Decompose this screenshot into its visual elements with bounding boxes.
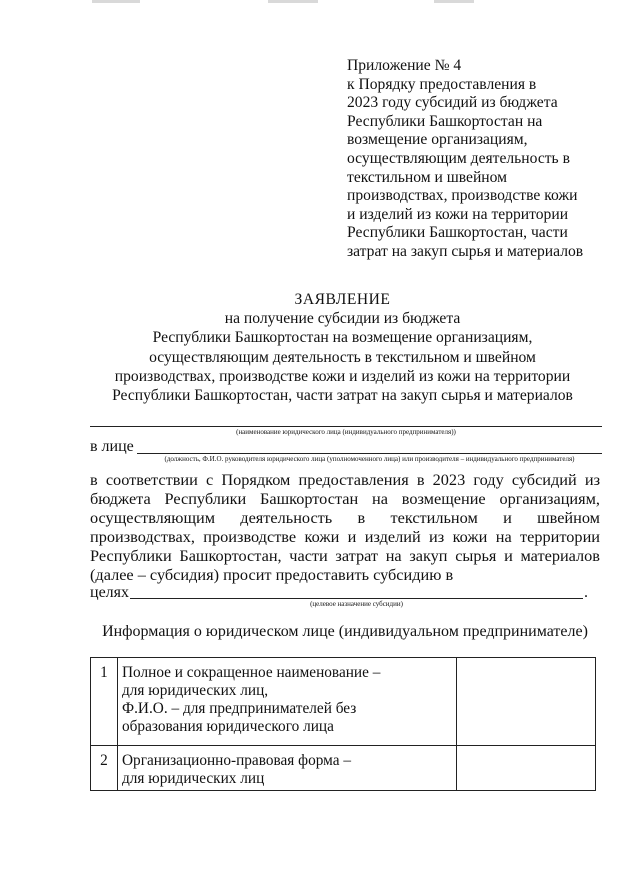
table-row	[91, 746, 596, 791]
scan-artifact	[92, 0, 140, 3]
row-value[interactable]	[457, 658, 596, 746]
in-person-label: в лице	[90, 438, 134, 455]
row-number: 2	[91, 746, 118, 791]
goals-line[interactable]	[130, 598, 583, 599]
info-section-title: Информация о юридическом лице (индивидуальном предпринимателе)	[102, 623, 588, 640]
goals-label: целях	[90, 584, 130, 601]
row-label: Организационно-правовая форма – для юридических лиц	[118, 746, 457, 791]
heading-line: производствах, производстве кожи и изделий из кожи на территории	[114, 367, 571, 385]
person-caption: (должность, Ф.И.О. руководителя юридического лица (уполномоченного лица) или производителя – индивидуального предпринимателя)	[164, 455, 575, 463]
heading-line: осуществляющим деятельность в текстильном и швейном	[149, 348, 536, 366]
heading-line: на получение субсидии из бюджета	[224, 310, 461, 328]
goals-end: .	[584, 584, 588, 601]
scan-artifact	[434, 0, 474, 3]
table-row	[91, 658, 596, 746]
document-heading	[60, 290, 625, 405]
appendix-note: Приложение № 4 к Порядку предоставления в 2023 году субсидий из бюджета Республики Башкортостан на возмещение организациям, осуществляющим деятельность в текстильном и швейном производствах, производстве кожи и изделий из кожи на территории Республики Башкортостан, части затрат на закуп сырья и материалов	[347, 57, 584, 260]
row-number: 1	[91, 658, 118, 746]
org-name-caption: (наименование юридического лица (индивидуального предпринимателя))	[236, 428, 456, 436]
document-title: ЗАЯВЛЕНИЕ	[294, 291, 391, 308]
scan-artifact	[268, 0, 318, 3]
org-name-line[interactable]	[90, 426, 602, 427]
goals-caption: (целевое назначение субсидии)	[310, 600, 403, 608]
row-value[interactable]	[457, 746, 596, 791]
body-paragraph: в соответствии с Порядком предоставления в 2023 году субсидий из бюджета Республики Башкортостан на возмещение организациям, осуществляющим деятельность в текстильном и швейном производствах, производстве кожи и изделий из кожи на территории Республики Башкортостан, части затрат на закуп сырья и материалов (далее – субсидия) просит предоставить субсидию в	[90, 470, 600, 584]
person-line[interactable]	[137, 453, 602, 454]
info-table	[90, 657, 596, 791]
heading-line: Республики Башкортостан на возмещение организациям,	[152, 329, 533, 347]
heading-line: Республики Башкортостан, части затрат на закуп сырья и материалов	[112, 387, 573, 405]
row-label: Полное и сокращенное наименование – для юридических лиц, Ф.И.О. – для предпринимателей без образования юридического лица	[118, 658, 457, 746]
